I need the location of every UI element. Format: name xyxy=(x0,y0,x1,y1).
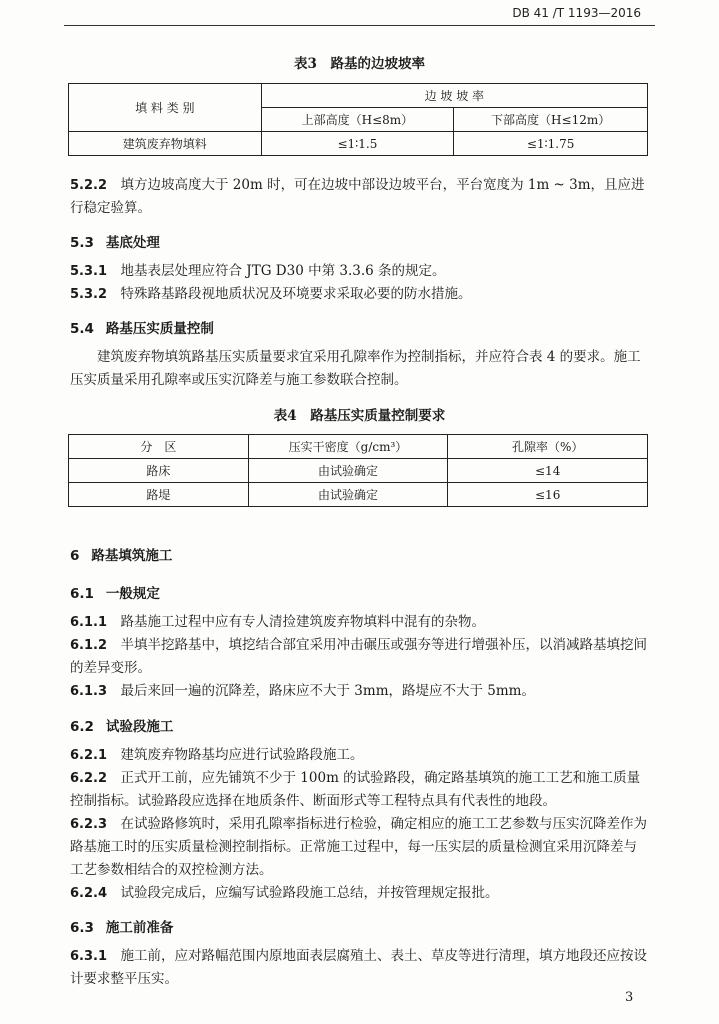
table-row: 路床 由试验确定 ≤14 xyxy=(69,459,648,483)
clause-6-3-1: 6.3.1 施工前，应对路幅范围内原地面表层腐殖土、表土、草皮等进行清理，填方地段还应按设计要求整平压实。 xyxy=(70,948,648,987)
table4 xyxy=(68,434,648,507)
table3-sub-lower: 下部高度（H≤12m） xyxy=(454,108,648,132)
section-6-2-heading: 6.2 试验段施工 xyxy=(70,719,174,735)
table4-header-porosity: 孔隙率（%） xyxy=(448,435,648,459)
clause-6-2-2: 6.2.2 正式开工前，应先铺筑不少于 100m 的试验路段，确定路基填筑的施工工艺和施工质量控制指标。试验路段应选择在地质条件、断面形式等工程特点具有代表性的地段。 xyxy=(70,770,641,809)
table4-header-density: 压实干密度（g/cm³） xyxy=(248,435,448,459)
table3-caption: 表3 路基的边坡坡率 xyxy=(294,56,425,72)
section-5-4-heading: 5.4 路基压实质量控制 xyxy=(70,321,214,337)
clause-6-2-1: 6.2.1 建筑废弃物路基均应进行试验路段施工。 xyxy=(70,747,364,763)
clause-5-3-2: 5.3.2 特殊路基路段视地质状况及环境要求采取必要的防水措施。 xyxy=(70,286,472,302)
clause-6-1-1: 6.1.1 路基施工过程中应有专人清捡建筑废弃物填料中混有的杂物。 xyxy=(70,614,486,630)
table3-header-fill: 填 料 类 别 xyxy=(69,84,262,132)
doc-code: DB 41 /T 1193—2016 xyxy=(512,6,641,20)
table4-caption: 表4 路基压实质量控制要求 xyxy=(273,408,446,424)
section-6-3-heading: 6.3 施工前准备 xyxy=(70,920,174,936)
clause-6-2-4: 6.2.4 试验段完成后，应编写试验路段施工总结，并按管理规定报批。 xyxy=(70,885,499,901)
section-5-4-paragraph: 建筑废弃物填筑路基压实质量要求宜采用孔隙率作为控制指标，并应符合表 4 的要求。施工压实质量采用孔隙率或压实沉降差与施工参数联合控制。 xyxy=(70,349,641,388)
clause-5-3-1: 5.3.1 地基表层处理应符合 JTG D30 中第 3.3.6 条的规定。 xyxy=(70,263,446,279)
header-rule xyxy=(64,25,655,26)
section-6-1-heading: 6.1 一般规定 xyxy=(70,586,160,602)
table3-upper-value: ≤1∶1.5 xyxy=(261,132,454,156)
clause-6-1-2: 6.1.2 半填半挖路基中，填挖结合部宜采用冲击碾压或强夯等进行增强补压，以消减路基填挖间的差异变形。 xyxy=(70,637,648,676)
clause-5-2-2: 5.2.2 填方边坡高度大于 20m 时，可在边坡中部设边坡平台，平台宽度为 1m ~ 3m，且应进行稳定验算。 xyxy=(70,177,645,216)
table3-header-slope: 边 坡 坡 率 xyxy=(261,84,647,108)
table3 xyxy=(68,83,648,156)
clause-6-2-3: 6.2.3 在试验路修筑时，采用孔隙率指标进行检验，确定相应的施工工艺参数与压实沉降差作为路基施工时的压实质量检测控制指标。正常施工过程中，每一压实层的质量检测宜采用沉降差与工艺参数相结合的双控检测方法。 xyxy=(70,816,648,878)
page-number: 3 xyxy=(625,990,634,1005)
table3-lower-value: ≤1∶1.75 xyxy=(454,132,648,156)
clause-6-1-3: 6.1.3 最后来回一遍的沉降差，路床应不大于 3mm，路堤应不大于 5mm。 xyxy=(70,683,535,699)
table3-sub-upper: 上部高度（H≤8m） xyxy=(261,108,454,132)
table3-row-label: 建筑废弃物填料 xyxy=(69,132,262,156)
section-5-3-heading: 5.3 基底处理 xyxy=(70,235,160,251)
table4-header-zone: 分 区 xyxy=(69,435,249,459)
chapter-6-heading: 6 路基填筑施工 xyxy=(70,548,173,564)
table-row: 路堤 由试验确定 ≤16 xyxy=(69,483,648,507)
